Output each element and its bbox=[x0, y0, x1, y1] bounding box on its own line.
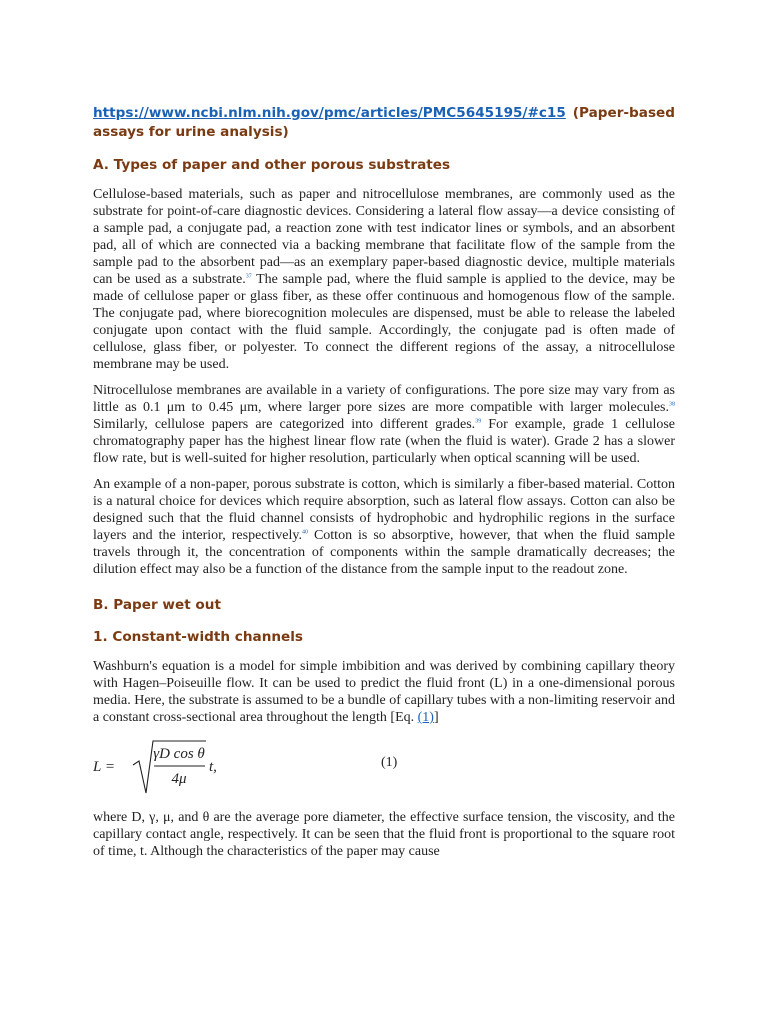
equation-numerator: γD cos θ bbox=[153, 746, 205, 762]
citation-link[interactable]: 39 bbox=[475, 418, 482, 425]
paragraph-variables: where D, γ, μ, and θ are the average pore diameter, the effective surface tension, the viscosity, and the capillary contact angle, respectively. It can be seen that the fluid front is proportional to the square root of time, t. Although the characteristics of the paper may cause bbox=[93, 810, 675, 859]
equation-graphic bbox=[93, 735, 353, 797]
paragraph-text: Washburn's equation is a model for simple imbibition and was derived by combining capillary theory with Hagen–Poiseuille flow. It can be used to predict the fluid front (L) in a one-dimensional porous media. Here, the substrate is assumed to be a bundle of capillary tubes with a non-limiting reservoir and a constant cross-sectional area throughout the length [Eq. bbox=[93, 659, 676, 725]
citation-link[interactable]: 37 bbox=[245, 273, 252, 280]
paragraph-text: Cotton is so absorptive, however, that when the fluid sample travels through it, the concentration of components within the sample dramatically decreases; the dilution effect may also be a function of the distance from the sample input to the readout zone. bbox=[93, 528, 675, 577]
citation-link[interactable]: 38 bbox=[669, 401, 675, 408]
paragraph-text: ] bbox=[433, 710, 439, 725]
section-b1-heading: 1. Constant-width channels bbox=[93, 629, 304, 645]
washburn-equation bbox=[93, 735, 675, 797]
source-title-line2: assays for urine analysis) bbox=[93, 124, 289, 140]
paragraph-cotton bbox=[93, 476, 675, 578]
paragraph-text: Nitrocellulose membranes are available in a variety of configurations. The pore size may vary from as little as 0.1 μm to 0.45 μm, where larger pore sizes are more compatible with larger molecules. bbox=[93, 383, 675, 415]
paragraph-text: Cellulose-based materials, such as paper and nitrocellulose membranes, are commonly used as the substrate for point-of-care diagnostic devices. Considering a lateral flow assay—a device consisting of a sample pad, a conjugate pad, a reaction zone with test indicator lines or symbols, and an absorbent pad, all of which are connected via a backing membrane that facilitate flow of the sample from the sample pad to the absorbent pad—as an exemplary paper-based diagnostic device, multiple materials can be used as a substrate. bbox=[93, 187, 675, 287]
source-reference bbox=[93, 104, 675, 142]
equation-tail: t, bbox=[209, 759, 217, 775]
paragraph-nitrocellulose bbox=[93, 382, 675, 467]
equation-number: (1) bbox=[381, 755, 398, 770]
equation-lhs: L = bbox=[93, 759, 115, 775]
document-page bbox=[93, 104, 675, 869]
paragraph-substrates bbox=[93, 186, 675, 373]
paragraph-text: For example, grade 1 cellulose chromatography paper has the highest linear flow rate (when the fluid is water). Grade 2 has a slower flow rate, but is well-suited for higher resolution, particularly when optical scanning will be used. bbox=[93, 417, 675, 466]
source-link[interactable]: https://www.ncbi.nlm.nih.gov/pmc/articles/PMC5645195/#c15 bbox=[93, 105, 566, 121]
equation-denominator: 4μ bbox=[171, 771, 187, 787]
section-a-heading: A. Types of paper and other porous substrates bbox=[93, 157, 451, 173]
paragraph-washburn bbox=[93, 658, 675, 726]
paragraph-text: Similarly, cellulose papers are categorized into different grades. bbox=[93, 417, 476, 432]
paragraph-text: The sample pad, where the fluid sample is applied to the device, may be made of cellulose paper or glass fiber, as these offer continuous and homogenous flow of the sample. The conjugate pad, where biorecognition molecules are dispensed, must be able to release the labeled conjugate upon contact with the fluid sample. Accordingly, the conjugate pad is often made of cellulose, glass fiber, or polyester. To connect the different regions of the assay, a nitrocellulose membrane may be used. bbox=[93, 272, 675, 372]
equation-link[interactable]: (1) bbox=[417, 710, 434, 725]
citation-link[interactable]: 40 bbox=[301, 529, 308, 536]
section-b-heading: B. Paper wet out bbox=[93, 597, 221, 613]
paragraph-text: An example of a non-paper, porous substrate is cotton, which is similarly a fiber-based material. Cotton is a natural choice for devices which require absorption, such as lateral flow assays. Cotton can also be designed such that the fluid channel consists of hydrophobic and hydrophilic regions in the surface layers and the interior, respectively. bbox=[93, 477, 675, 543]
source-title-line1: (Paper-based bbox=[572, 105, 675, 121]
